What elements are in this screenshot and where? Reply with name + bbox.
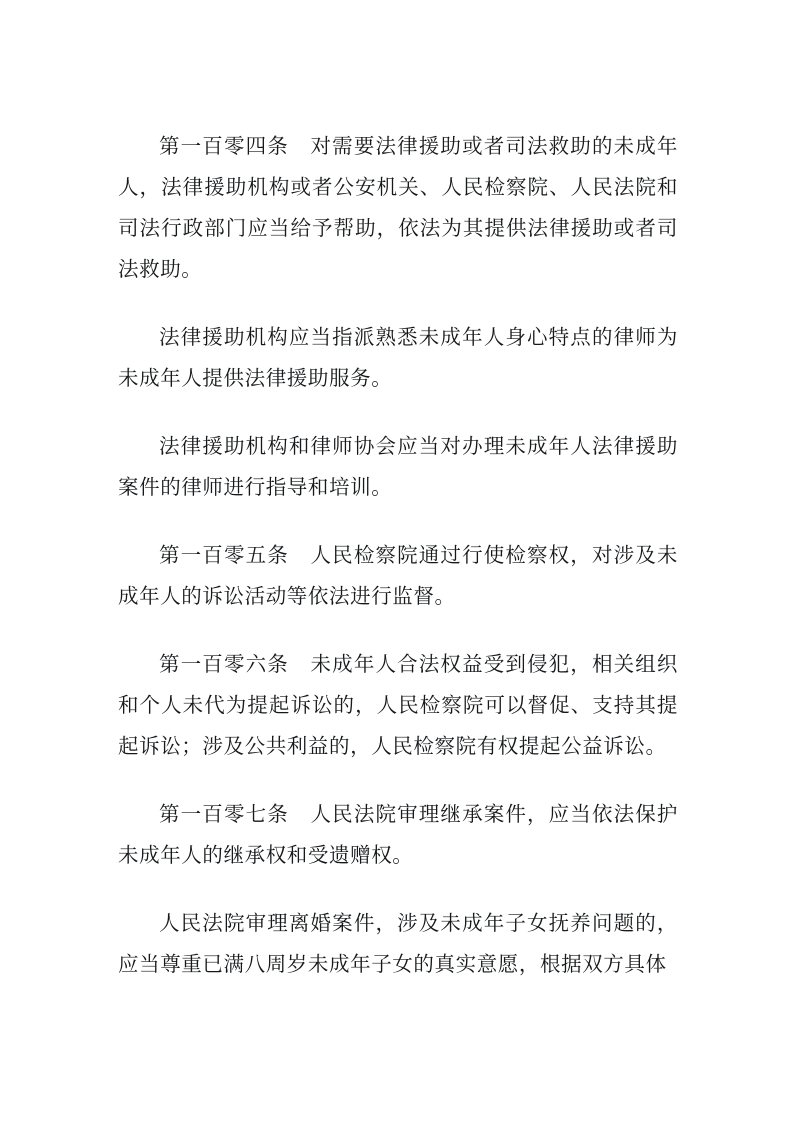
paragraph-article-107-p1: 第一百零七条 人民法院审理继承案件，应当依法保护未成年人的继承权和受遗赠权。 xyxy=(118,802,678,867)
paragraph-article-105: 第一百零五条 人民检察院通过行使检察权，对涉及未成年人的诉讼活动等依法进行监督。 xyxy=(118,543,678,608)
paragraph-article-104-p2: 法律援助机构应当指派熟悉未成年人身心特点的律师为未成年人提供法律援助服务。 xyxy=(118,325,678,390)
paragraph-article-104-p1: 第一百零四条 对需要法律援助或者司法救助的未成年人，法律援助机构或者公安机关、人民检察院、人民法院和司法行政部门应当给予帮助，依法为其提供法律援助或者司法救助。 xyxy=(118,134,678,281)
paragraph-article-104-p3: 法律援助机构和律师协会应当对办理未成年人法律援助案件的律师进行指导和培训。 xyxy=(118,434,678,499)
paragraph-article-107-p2: 人民法院审理离婚案件，涉及未成年子女抚养问题的，应当尊重已满八周岁未成年子女的真实意愿，根据双方具体 xyxy=(118,911,678,976)
document-text-body xyxy=(118,126,678,985)
paragraph-article-106: 第一百零六条 未成年人合法权益受到侵犯，相关组织和个人未代为提起诉讼的，人民检察院可以督促、支持其提起诉讼；涉及公共利益的，人民检察院有权提起公益诉讼。 xyxy=(118,652,678,758)
